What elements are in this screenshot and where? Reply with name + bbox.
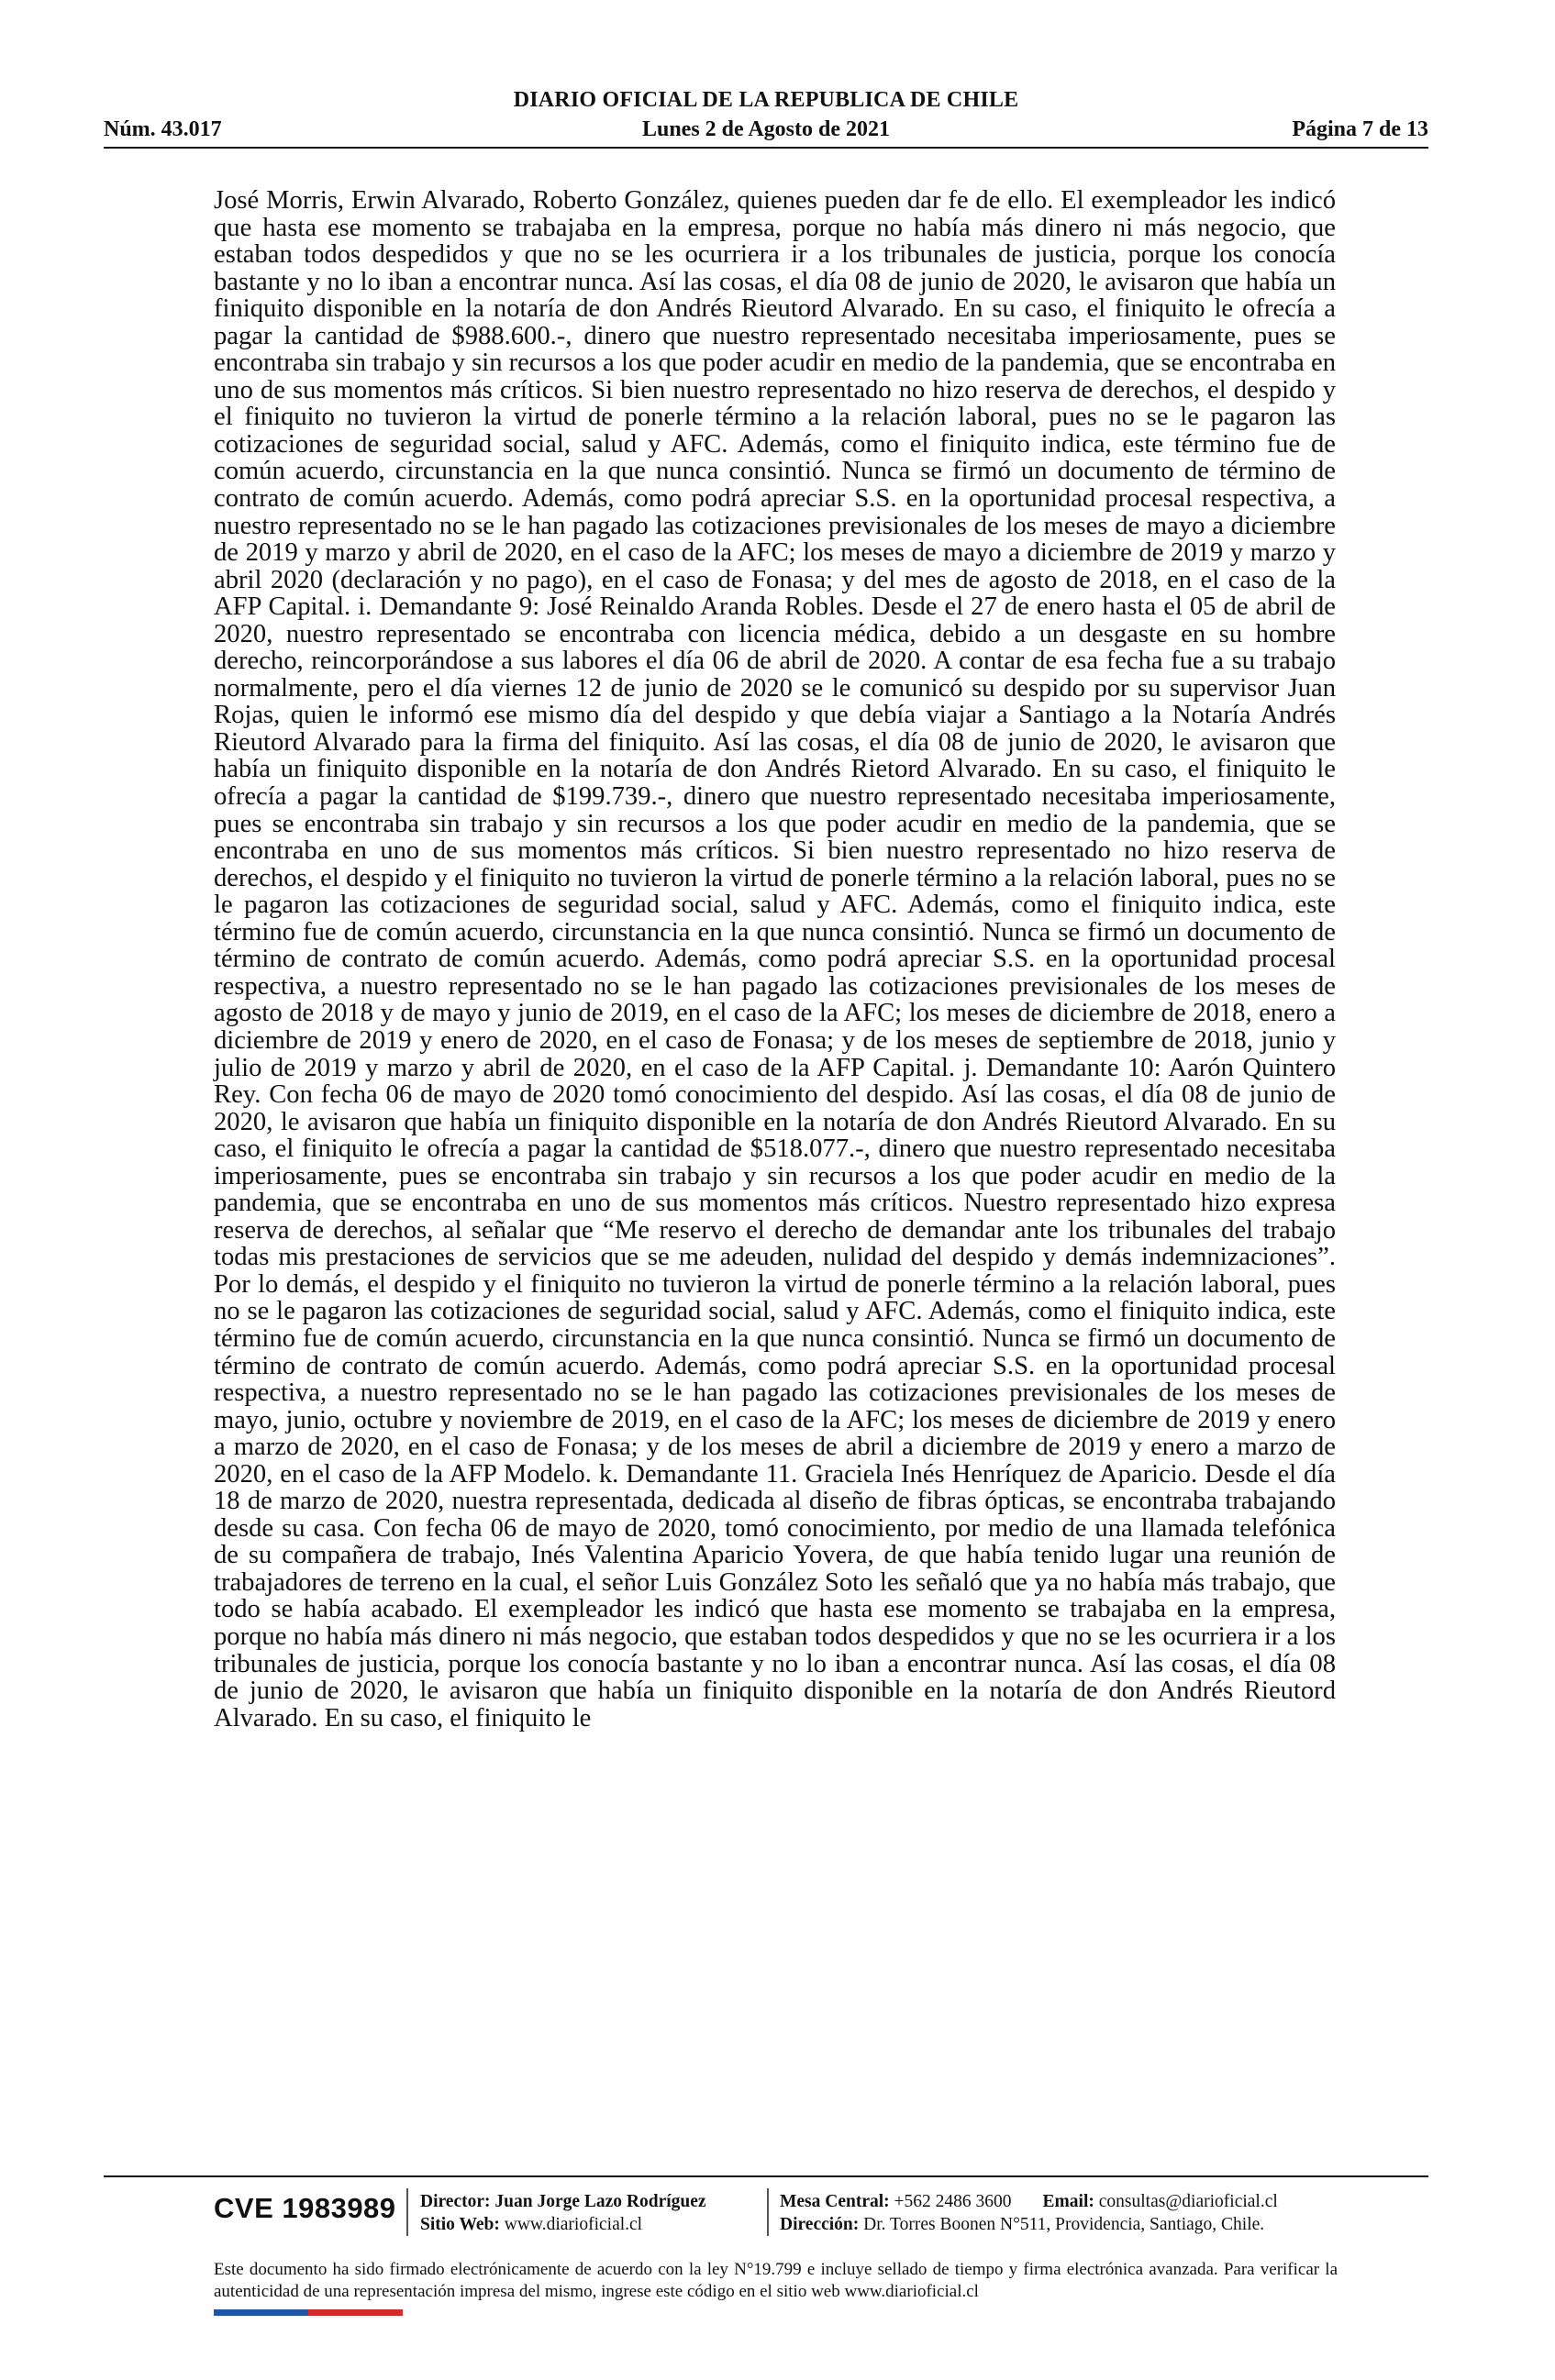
flag-red-segment	[308, 2309, 403, 2316]
page-indicator: Página 7 de 13	[1292, 117, 1428, 141]
gazette-title: DIARIO OFICIAL DE LA REPUBLICA DE CHILE	[513, 88, 1019, 112]
address-value: Dr. Torres Boonen N°511, Providencia, Santiago, Chile.	[863, 2215, 1265, 2234]
phone-label: Mesa Central:	[780, 2192, 890, 2211]
footer-separator	[406, 2188, 408, 2236]
web-label: Sitio Web:	[420, 2215, 500, 2234]
email-link[interactable]: consultas@diarioficial.cl	[1098, 2192, 1278, 2211]
page-header	[104, 88, 1428, 152]
footer-separator	[767, 2188, 769, 2236]
issue-number: Núm. 43.017	[104, 117, 222, 141]
web-link[interactable]: www.diarioficial.cl	[504, 2215, 643, 2234]
footer-contact-column	[780, 2190, 1278, 2236]
header-divider	[104, 147, 1428, 149]
body-paragraph: José Morris, Erwin Alvarado, Roberto González, quienes pueden dar fe de ello. El exempleador les indicó que hasta ese momento se trabajaba en la empresa, porque no había más dinero ni más negocio, que estaban todos despedidos y que no se les ocurriera ir a los tribunales de justicia, porque los conocía bastante y no lo iban a encontrar nunca. Así las cosas, el día 08 de junio de 2020, le avisaron que había un finiquito disponible en la notaría de don Andrés Rieutord Alvarado. En su caso, el finiquito le ofrecía a pagar la cantidad de $988.600.-, dinero que nuestro representado necesitaba imperiosamente, pues se encontraba sin trabajo y sin recursos a los que poder acudir en medio de la pandemia, que se encontraba en uno de sus momentos más críticos. Si bien nuestro representado no hizo reserva de derechos, el despido y el finiquito no tuvieron la virtud de ponerle término a la relación laboral, pues no se le pagaron las cotizaciones de seguridad social, salud y AFC. Además, como el finiquito indica, este término fue de común acuerdo, circunstancia en la que nunca consintió. Nunca se firmó un documento de término de contrato de común acuerdo. Además, como podrá apreciar S.S. en la oportunidad procesal respectiva, a nuestro representado no se le han pagado las cotizaciones previsionales de los meses de mayo a diciembre de 2019 y marzo y abril de 2020, en el caso de la AFC; los meses de mayo a diciembre de 2019 y marzo y abril 2020 (declaración y no pago), en el caso de Fonasa; y del mes de agosto de 2018, en el caso de la AFP Capital. i. Demandante 9: José Reinaldo Aranda Robles. Desde el 27 de enero hasta el 05 de abril de 2020, nuestro representado se encontraba con licencia médica, debido a un desgaste en su hombre derecho, reincorporándose a sus labores el día 06 de abril de 2020. A contar de esa fecha fue a su trabajo normalmente, pero el día viernes 12 de junio de 2020 se le comunicó su despido por su supervisor Juan Rojas, quien le informó ese mismo día del despido y que debía viajar a Santiago a la Notaría Andrés Rieutord Alvarado para la firma del finiquito. Así las cosas, el día 08 de junio de 2020, le avisaron que había un finiquito disponible en la notaría de don Andrés Rietord Alvarado. En su caso, el finiquito le ofrecía a pagar la cantidad de $199.739.-, dinero que nuestro representado necesitaba imperiosamente, pues se encontraba sin trabajo y sin recursos a los que poder acudir en medio de la pandemia, que se encontraba en uno de sus momentos más críticos. Si bien nuestro representado no hizo reserva de derechos, el despido y el finiquito no tuvieron la virtud de ponerle término a la relación laboral, pues no se le pagaron las cotizaciones de seguridad social, salud y AFC. Además, como el finiquito indica, este término fue de común acuerdo, circunstancia en la que nunca consintió. Nunca se firmó un documento de término de contrato de común acuerdo. Además, como podrá apreciar S.S. en la oportunidad procesal respectiva, a nuestro representado no se le han pagado las cotizaciones previsionales de los meses de agosto de 2018 y de mayo y junio de 2019, en el caso de la AFC; los meses de diciembre de 2018, enero a diciembre de 2019 y enero de 2020, en el caso de Fonasa; y de los meses de septiembre de 2018, junio y julio de 2019 y marzo y abril de 2020, en el caso de la AFP Capital. j. Demandante 10: Aarón Quintero Rey. Con fecha 06 de mayo de 2020 tomó conocimiento del despido. Así las cosas, el día 08 de junio de 2020, le avisaron que había un finiquito disponible en la notaría de don Andrés Rieutord Alvarado. En su caso, el finiquito le ofrecía a pagar la cantidad de $518.077.-, dinero que nuestro representado necesitaba imperiosamente, pues se encontraba sin trabajo y sin recursos a los que poder acudir en medio de la pandemia, que se encontraba en uno de sus momentos más críticos. Nuestro representado hizo expresa reserva de derechos, al señalar que “Me reservo el derecho de demandar ante los tribunales del trabajo todas mis prestaciones de servicios que se me adeuden, nulidad del despido y demás indemnizaciones”. Por lo demás, el despido y el finiquito no tuvieron la virtud de ponerle término a la relación laboral, pues no se le pagaron las cotizaciones de seguridad social, salud y AFC. Además, como el finiquito indica, este término fue de común acuerdo, circunstancia en la que nunca consintió. Nunca se firmó un documento de término de contrato de común acuerdo. Además, como podrá apreciar S.S. en la oportunidad procesal respectiva, a nuestro representado no se le han pagado las cotizaciones previsionales de los meses de mayo, junio, octubre y noviembre de 2019, en el caso de la AFC; los meses de diciembre de 2019 y enero a marzo de 2020, en el caso de Fonasa; y de los meses de abril a diciembre de 2019 y enero a marzo de 2020, en el caso de la AFP Modelo. k. Demandante 11. Graciela Inés Henríquez de Aparicio. Desde el día 18 de marzo de 2020, nuestra representada, dedicada al diseño de fibras ópticas, se encontraba trabajando desde su casa. Con fecha 06 de mayo de 2020, tomó conocimiento, por medio de una llamada telefónica de su compañera de trabajo, Inés Valentina Aparicio Yovera, de que había tenido lugar una reunión de trabajadores de terreno en la cual, el señor Luis González Soto les señaló que ya no había más trabajo, que todo se había acabado. El exempleador les indicó que hasta ese momento se trabajaba en la empresa, porque no había más dinero ni más negocio, que estaban todos despedidos y que no se les ocurriera ir a los tribunales de justicia, porque los conocía bastante y no lo iban a encontrar nunca. Así las cosas, el día 08 de junio de 2020, le avisaron que había un finiquito disponible en la notaría de don Andrés Rieutord Alvarado. En su caso, el finiquito le	[214, 186, 1336, 1732]
address-label: Dirección:	[780, 2215, 860, 2234]
phone-value: +562 2486 3600	[894, 2192, 1012, 2211]
footer-divider	[104, 2175, 1428, 2177]
director-label: Director:	[420, 2192, 491, 2211]
flag-color-bar	[214, 2309, 403, 2316]
director-name: Juan Jorge Lazo Rodríguez	[494, 2192, 706, 2211]
email-label: Email:	[1042, 2192, 1094, 2211]
flag-blue-segment	[214, 2309, 308, 2316]
cve-code: CVE 1983989	[214, 2192, 396, 2224]
footer-director-column	[420, 2190, 706, 2236]
issue-date: Lunes 2 de Agosto de 2021	[641, 117, 891, 141]
signature-notice: Este documento ha sido firmado electrónicamente de acuerdo con la ley N°19.799 e incluye sellado de tiempo y firma electrónica avanzada. Para verificar la autenticidad de una representación impresa del mismo, ingrese este código en el sitio web www.diarioficial.cl	[214, 2260, 1338, 2301]
footer-info	[214, 2186, 1339, 2238]
